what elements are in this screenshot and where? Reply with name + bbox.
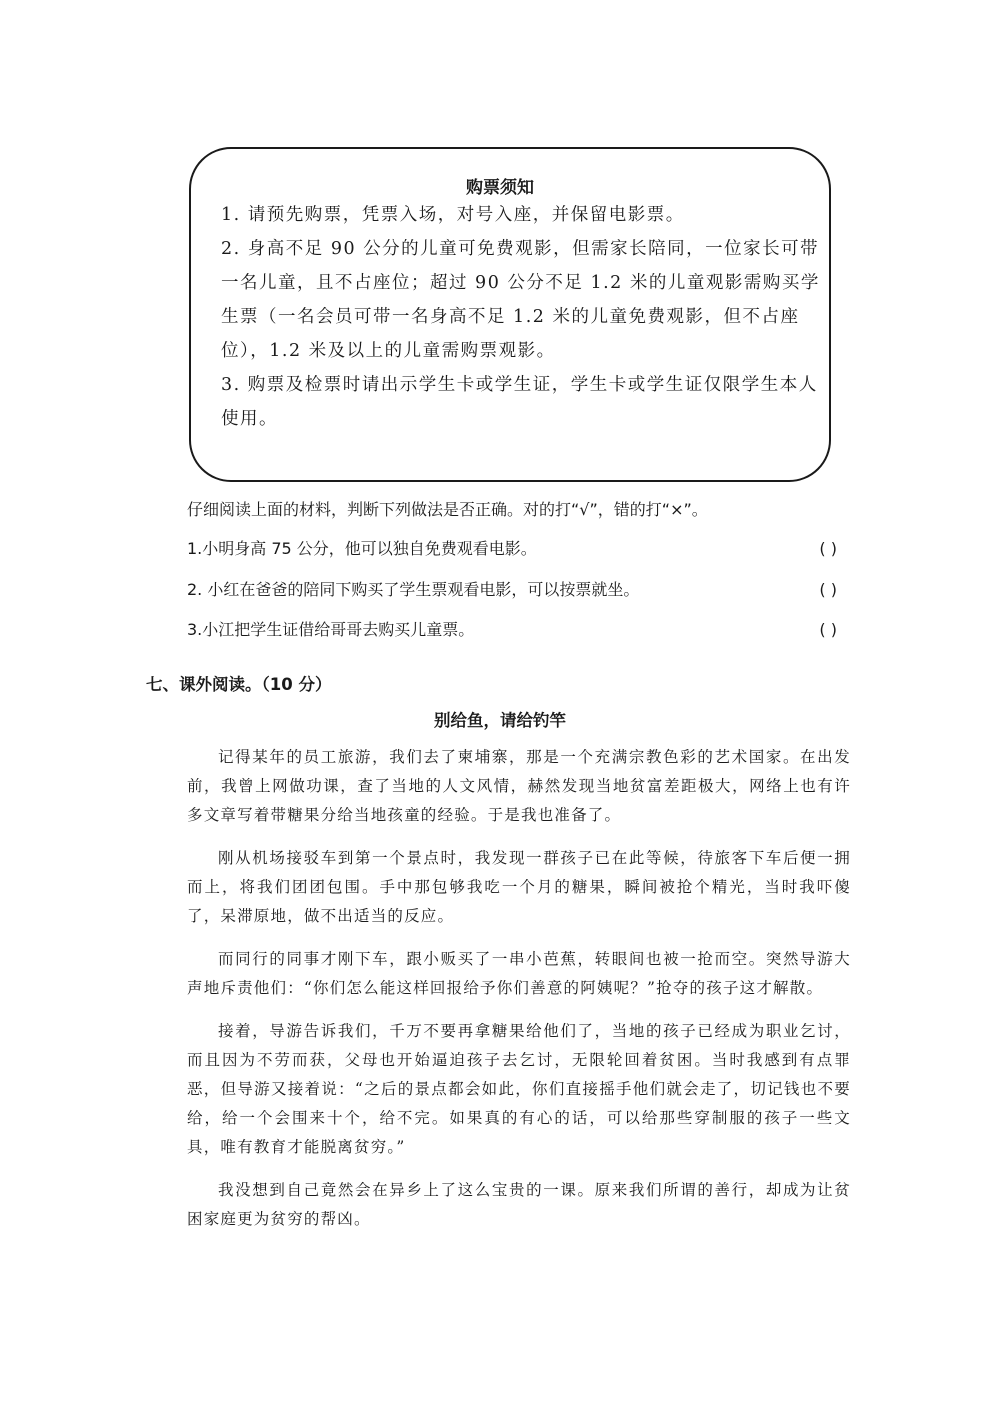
article-paragraph: 记得某年的员工旅游，我们去了柬埔寨，那是一个充满宗教色彩的艺术国家。在出发前，我曾上网做功课，查了当地的人文风情，赫然发现当地贫富差距极大，网络上也有许多文章写着带糖果分给当地孩童的经验。于是我也准备了。 xyxy=(187,748,851,824)
judgement-question xyxy=(187,537,837,561)
section-heading: 七、课外阅读。（10 分） xyxy=(146,675,332,694)
notice-item: 1. 请预先购票，凭票入场，对号入座，并保留电影票。 xyxy=(221,205,685,225)
article-paragraph: 而同行的同事才刚下车，跟小贩买了一串小芭蕉，转眼间也被一抢而空。突然导游大声地斥责他们：“你们怎么能这样回报给予你们善意的阿姨呢？”抢夺的孩子这才解散。 xyxy=(187,950,851,997)
answer-blank[interactable]: ( ) xyxy=(819,620,837,639)
judgement-question xyxy=(187,618,837,642)
question-text: 2. 小红在爸爸的陪同下购买了学生票观看电影，可以按票就坐。 xyxy=(187,580,640,599)
notice-title: 购票须知 xyxy=(466,178,534,198)
question-text: 3.小江把学生证借给哥哥去购买儿童票。 xyxy=(187,620,475,639)
answer-blank[interactable]: ( ) xyxy=(819,580,837,599)
notice-item: 2. 身高不足 90 公分的儿童可免费观影，但需家长陪同，一位家长可带一名儿童，且不占座位；超过 90 公分不足 1.2 米的儿童观影需购买学生票（一名会员可带一名身高不足 1.2 米的儿童免费观影，但不占座位），1.2 米及以上的儿童需购票观影。 xyxy=(221,239,820,361)
article-paragraph: 我没想到自己竟然会在异乡上了这么宝贵的一课。原来我们所谓的善行，却成为让贫困家庭更为贫穷的帮凶。 xyxy=(187,1181,851,1228)
judgement-instruction: 仔细阅读上面的材料，判断下列做法是否正确。对的打“√”，错的打“×”。 xyxy=(187,500,708,519)
article-paragraph: 接着，导游告诉我们，千万不要再拿糖果给他们了，当地的孩子已经成为职业乞讨，而且因为不劳而获，父母也开始逼迫孩子去乞讨，无限轮回着贫困。当时我感到有点罪恶，但导游又接着说：“之后的景点都会如此，你们直接摇手他们就会走了，切记钱也不要给，给一个会围来十个，给不完。如果真的有心的话，可以给那些穿制服的孩子一些文具，唯有教育才能脱离贫穷。” xyxy=(187,1022,851,1156)
judgement-question xyxy=(187,578,837,602)
notice-body xyxy=(221,198,821,436)
article-paragraph: 刚从机场接驳车到第一个景点时，我发现一群孩子已在此等候，待旅客下车后便一拥而上，将我们团团包围。手中那包够我吃一个月的糖果，瞬间被抢个精光，当时我吓傻了，呆滞原地，做不出适当的反应。 xyxy=(187,849,851,925)
question-text: 1.小明身高 75 公分，他可以独自免费观看电影。 xyxy=(187,539,537,558)
answer-blank[interactable]: ( ) xyxy=(819,539,837,558)
article-body xyxy=(187,743,851,1248)
notice-item: 3. 购票及检票时请出示学生卡或学生证，学生卡或学生证仅限学生本人使用。 xyxy=(221,375,818,429)
article-title: 别给鱼，请给钓竿 xyxy=(434,711,566,730)
